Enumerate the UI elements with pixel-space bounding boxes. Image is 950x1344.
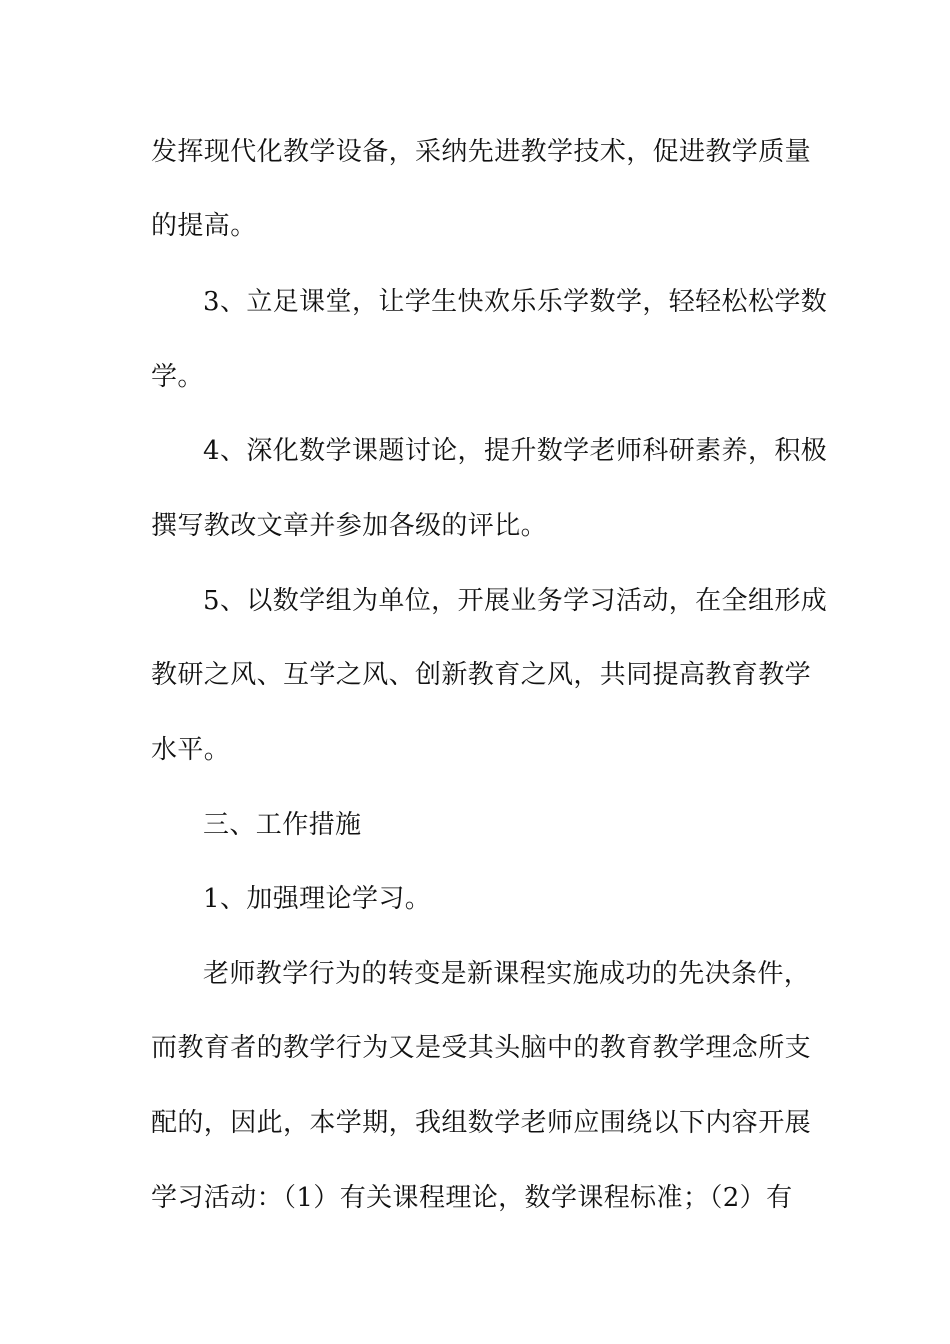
text-line-9: 水平。 (151, 735, 231, 765)
text-line-5: 4、深化数学课题讨论，提升数学老师科研素养，积极 (203, 436, 828, 466)
text-line-2: 的提高。 (151, 211, 257, 241)
text-line-1: 发挥现代化教学设备，采纳先进教学技术，促进教学质量 (151, 137, 812, 167)
text-line-4: 学。 (151, 362, 204, 392)
text-line-6: 撰写教改文章并参加各级的评比。 (151, 511, 548, 541)
subsection-heading: 1、加强理论学习。 (203, 884, 432, 914)
text-line-15: 学习活动：（1）有关课程理论，数学课程标准；（2）有 (151, 1183, 793, 1213)
text-line-12: 老师教学行为的转变是新课程实施成功的先决条件， (203, 959, 811, 989)
text-line-13: 而教育者的教学行为又是受其头脑中的教育教学理念所支 (151, 1033, 812, 1063)
text-line-8: 教研之风、互学之风、创新教育之风，共同提高教育教学 (151, 660, 812, 690)
text-line-14: 配的，因此，本学期，我组数学老师应围绕以下内容开展 (151, 1108, 812, 1138)
text-line-7: 5、以数学组为单位，开展业务学习活动，在全组形成 (203, 586, 828, 616)
section-heading: 三、工作措施 (203, 810, 362, 840)
text-line-3: 3、立足课堂，让学生快欢乐乐学数学，轻轻松松学数 (203, 287, 828, 317)
